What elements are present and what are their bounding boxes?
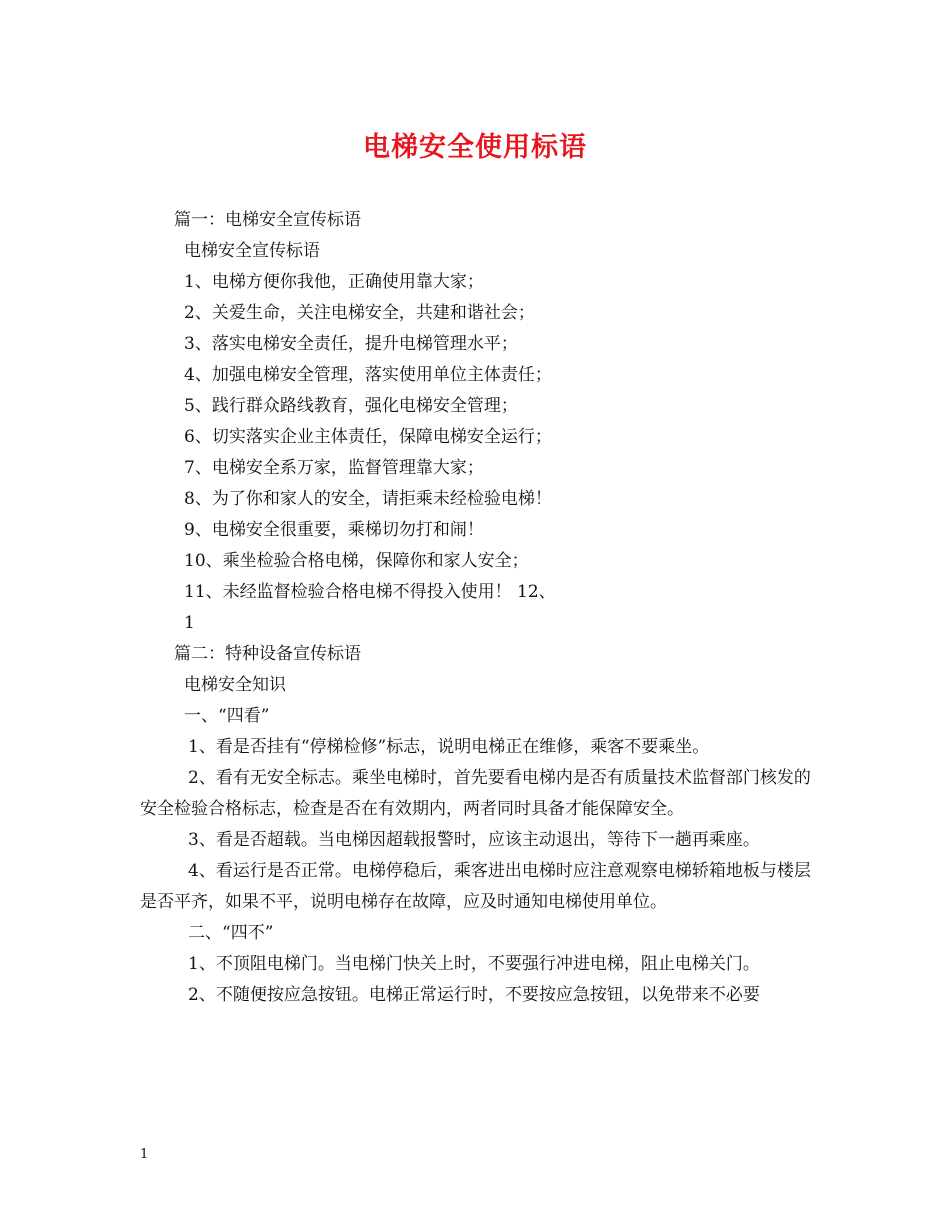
section-heading-2: 篇二：特种设备宣传标语: [174, 644, 361, 664]
page-number: 1: [140, 1147, 149, 1162]
paragraph: 2、不随便按应急按钮。电梯正常运行时，不要按应急按钮，以免带来不必要: [188, 985, 760, 1005]
slogan-item: 1、电梯方便你我他，正确使用靠大家；: [184, 272, 484, 292]
subheading-four-donts: 二、“四不”: [188, 923, 274, 943]
subheading-four-looks: 一、“四看”: [184, 706, 270, 726]
paragraph: 3、看是否超载。当电梯因超载报警时，应该主动退出，等待下一趟再乘座。: [188, 830, 760, 850]
slogan-item: 7、电梯安全系万家，监督管理靠大家；: [184, 458, 484, 478]
slogan-item: 8、为了你和家人的安全，请拒乘未经检验电梯！: [184, 489, 552, 509]
subheading-slogans: 电梯安全宣传标语: [184, 241, 320, 261]
stray-number: 1: [184, 613, 195, 633]
section-heading-1: 篇一：电梯安全宣传标语: [174, 210, 361, 230]
slogan-item: 3、落实电梯安全责任，提升电梯管理水平；: [184, 334, 518, 354]
paragraph: 4、看运行是否正常。电梯停稳后，乘客进出电梯时应注意观察电梯轿箱地板与楼层是否平齐，如果不平，说明电梯存在故障，应及时通知电梯使用单位。: [140, 861, 811, 912]
slogan-item: 9、电梯安全很重要，乘梯切勿打和闹！: [184, 520, 484, 540]
document-body: [140, 205, 820, 1011]
slogan-item: 10、乘坐检验合格电梯，保障你和家人安全；: [184, 551, 529, 571]
paragraph: 1、看是否挂有“停梯检修”标志，说明电梯正在维修，乘客不要乘坐。: [188, 737, 710, 757]
slogan-item: 11、未经监督检验合格电梯不得投入使用！ 12、: [184, 582, 556, 602]
page-title: 电梯安全使用标语: [363, 132, 587, 163]
subheading-knowledge: 电梯安全知识: [184, 675, 286, 695]
slogan-item: 5、践行群众路线教育，强化电梯安全管理；: [184, 396, 518, 416]
slogan-item: 2、关爱生命，关注电梯安全，共建和谐社会；: [184, 303, 535, 323]
paragraph: 1、不顶阻电梯门。当电梯门快关上时，不要强行冲进电梯，阻止电梯关门。: [188, 954, 760, 974]
slogan-item: 6、切实落实企业主体责任，保障电梯安全运行；: [184, 427, 552, 447]
paragraph: 2、看有无安全标志。乘坐电梯时，首先要看电梯内是否有质量技术监督部门核发的安全检验合格标志，检查是否在有效期内，两者同时具备才能保障安全。: [140, 768, 811, 819]
slogan-item: 4、加强电梯安全管理，落实使用单位主体责任；: [184, 365, 552, 385]
